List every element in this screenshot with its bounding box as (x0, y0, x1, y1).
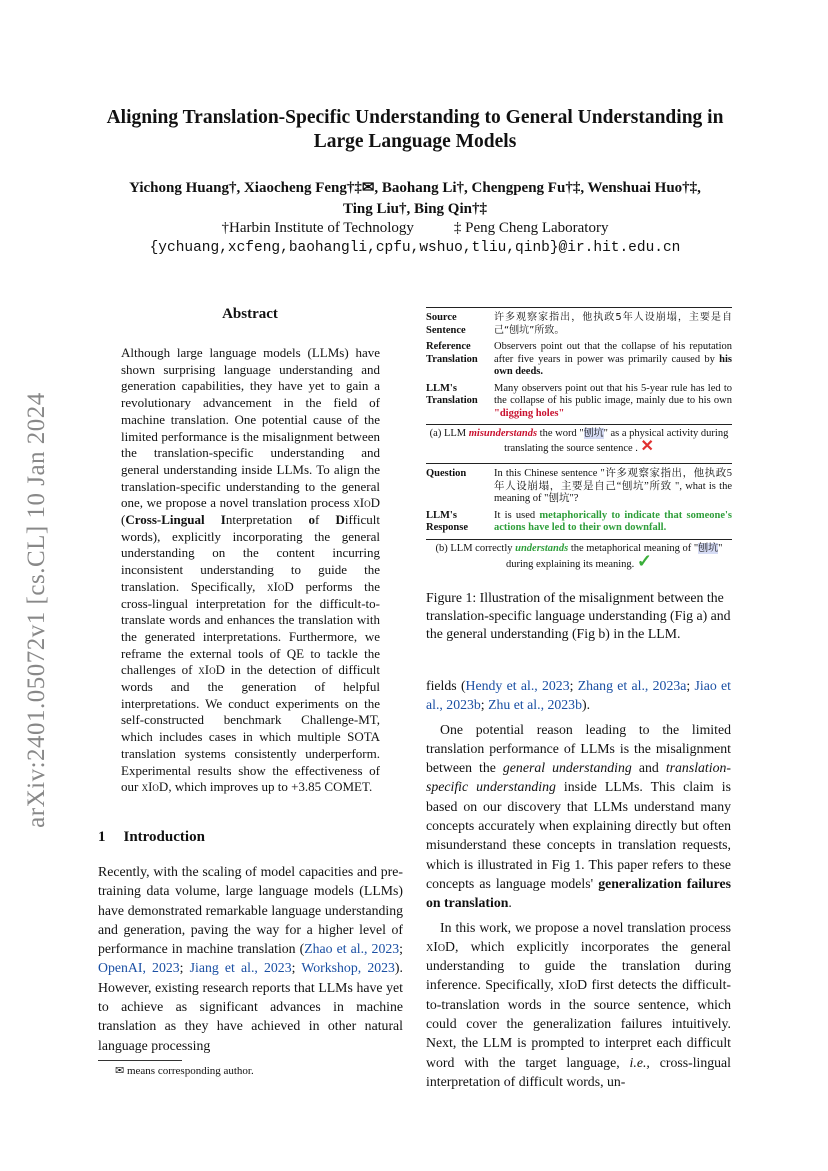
body-text: ; (179, 960, 190, 976)
caption-highlight: understands (515, 542, 569, 554)
body-text: , which explicitly incorporates the general understanding to guide the translation during inference. Specifically, (426, 938, 731, 993)
figure-1 (426, 307, 732, 576)
abstract-text: ifficult words), explicitly incorporating the general understanding on the content incurring inconsistent understanding to guide the translation. Specifically, (121, 512, 380, 594)
highlighted-error: "digging holes" (494, 407, 565, 419)
caption-text: (a) LLM (429, 428, 469, 439)
citation-link[interactable]: Workshop, 2023 (301, 960, 395, 976)
body-text: inside LLMs. This claim is based on our discovery that LLMs understand many concepts accurately when explaining directly but often misunderstand these concepts in translation requests, which is illustrated in Fig 1. This paper refers to these concepts as language models' (426, 779, 731, 891)
arxiv-id: arXiv:2401.05072v1 [cs.CL] 10 Jan 2024 (23, 392, 50, 828)
figure-a-reference-row (426, 341, 732, 379)
method-name: xIoD (198, 662, 225, 678)
acronym-bold: D (335, 512, 345, 528)
body-text: In this work, we propose a novel translation process (440, 919, 731, 935)
caption-text: the metaphorical meaning of " (568, 542, 699, 554)
emphasis-text: translation-specific understanding (426, 760, 731, 795)
figure-a-source-row (426, 312, 732, 337)
affiliation-hit: †Harbin Institute of Technology (221, 220, 414, 236)
abstract-text: ( (121, 512, 126, 528)
figure-b-top-rule (426, 463, 732, 464)
body-text: One potential reason leading to the limited translation performance of LLMs is the misalignment between the (426, 721, 731, 776)
row-label: Source Sentence (426, 312, 466, 336)
method-name: xIoD (426, 938, 456, 954)
citation-link[interactable]: Zhao et al., 2023 (304, 941, 400, 957)
title-line-2: Large Language Models (313, 131, 517, 152)
emphasis-text: i.e., (629, 1054, 650, 1070)
row-label: LLM's Translation (426, 382, 478, 406)
body-text: ). However, existing research reports that LLMs have yet to achieve as significant advances in machine translation as they have achieved in other natural language processing (98, 960, 403, 1053)
figure-text: It is used (494, 509, 540, 521)
body-text: ; (686, 678, 695, 693)
authors-line-2: Ting Liu†, Bing Qin†‡ (343, 201, 487, 217)
intro-left-column (98, 862, 403, 1055)
question-text: In this Chinese sentence "许多观察家指出，他执政5年人设崩塌，主要是自己“刨坑”所致 ", what is the meaning of "刨坑"? (494, 468, 732, 504)
cross-mark-icon: ✕ (640, 437, 654, 455)
citation-link[interactable]: Jiao et al., 2023b (426, 678, 731, 713)
body-text: cross-lingual interpretation of difficult words, un- (426, 1054, 732, 1089)
affiliation-pcl: ‡ Peng Cheng Laboratory (453, 220, 609, 236)
body-text: and (631, 760, 666, 776)
check-mark-icon: ✓ (636, 551, 653, 571)
continued-paragraph (426, 676, 731, 715)
body-text: ; (569, 678, 578, 693)
section-number: 1 (98, 829, 106, 845)
intro-paragraph (426, 918, 731, 1092)
highlighted-correct: metaphorically to indicate that someone's actions have led to their own downfall. (494, 509, 732, 533)
abstract-text: nterpretation (225, 512, 309, 528)
arxiv-stamp (14, 370, 60, 850)
affiliations (60, 218, 770, 239)
caption-text: (b) LLM correctly (435, 542, 516, 554)
method-name: xIoD (353, 495, 380, 511)
reference-translation (494, 341, 732, 379)
caption-text: the word " (537, 428, 584, 439)
acronym-bold: Cross-Lingual I (125, 512, 226, 528)
abstract-text: performs the cross-lingual interpretation for the difficult-to-translate words and enhances the translation with the generated interpretations. Furthermore, we reframe the external tools of QE to tackle the challenges of (121, 578, 380, 678)
body-text: fields ( (426, 678, 466, 693)
method-name: xIoD (267, 578, 294, 594)
body-text: first detects the difficult-to-translation words in the source sentence, which could cover the generalization failures intuitively. Next, the LLM is prompted to interpret each difficult word with the target language, (426, 977, 731, 1070)
method-name: xIoD (558, 977, 588, 993)
caption-text: " during explaining its meaning. (505, 542, 723, 570)
figure-b-response-row (426, 510, 732, 535)
row-label: Reference Translation (426, 341, 478, 365)
abstract-body (121, 345, 380, 796)
figure-top-rule (426, 307, 732, 308)
figure-bold-text: his own deeds. (494, 353, 732, 377)
citation-link[interactable]: OpenAI, 2023 (98, 960, 180, 976)
footnote-rule (98, 1060, 182, 1061)
body-text: ; (399, 941, 403, 957)
figure-b-question-row (426, 468, 732, 506)
body-text: ; (291, 960, 302, 976)
abstract-text: Although large language models (LLMs) have shown surprising language understanding and generation capabilities, they have yet to gain a revolutionary advancement in the field of machine translation. One potential cause of the limited performance is the misalignment between the translation-specific understanding and general understanding inside LLMs. To align the translation-specific understanding to the general one, we propose a novel translation process (121, 345, 380, 511)
body-text: Recently, with the scaling of model capacities and pre-training data volume, large language models (LLMs) have demonstrated remarkable language understanding and generation, paving the way for a higher level of performance in machine translation ( (98, 864, 403, 957)
body-text: ). (581, 697, 591, 713)
figure-text: Observers point out that the collapse of his reputation after five years in power was primarily caused by (494, 341, 732, 365)
section-title: Introduction (123, 829, 205, 845)
caption-text: " as a physical activity during translating the source sentence . (504, 428, 729, 454)
citation-link[interactable]: Zhang et al., 2023a (577, 678, 687, 693)
figure-text: Many observers point out that his 5-year rule has led to the collapse of his public image, mainly due to his own (494, 382, 732, 406)
section-heading (98, 829, 205, 846)
abstract-text: f (314, 512, 336, 528)
paper-title (60, 106, 770, 154)
figure-mid-rule (426, 424, 732, 425)
figure-caption: Figure 1: Illustration of the misalignment between the translation-specific language understanding (Fig a) and the general understanding (Fig b) in the LLM. (426, 590, 731, 641)
row-label: Question (426, 468, 467, 479)
intro-paragraph (98, 862, 403, 1055)
body-text: . (508, 895, 512, 911)
row-label: LLM's Response (426, 509, 469, 533)
caption-word: 刨坑 (583, 428, 604, 439)
citation-link[interactable]: Hendy et al., 2023 (465, 678, 570, 693)
intro-paragraph (426, 720, 731, 913)
emphasis-text: general understanding (502, 760, 632, 776)
method-name: xIoD (141, 779, 169, 795)
author-emails: {ychuang,xcfeng,baohangli,cpfu,wshuo,tliu,qinb}@ir.hit.edu.cn (149, 240, 681, 256)
intro-right-column (426, 676, 731, 1091)
caption-highlight: misunderstands (468, 428, 538, 439)
figure-b-caption (426, 543, 732, 572)
citation-link[interactable]: Jiang et al., 2023 (189, 960, 292, 976)
acronym-bold: o (308, 512, 315, 528)
authors-line-1: Yichong Huang†, Xiaocheng Feng†‡✉, Baohang Li†, Chengpeng Fu†‡, Wenshuai Huo†‡, (129, 180, 701, 196)
title-line-1: Aligning Translation-Specific Understanding to General Understanding in (106, 107, 724, 128)
figure-b-mid-rule (426, 539, 732, 540)
llm-response (494, 510, 732, 535)
abstract-heading: Abstract (222, 306, 278, 322)
bold-term: generalization failures on translation (426, 875, 731, 911)
abstract-text: in the detection of difficult words and the generation of helpful interpretations. We conduct experiments on the self-constructed benchmark Challenge-MT, which includes cases in which multiple SOTA translation systems consistently underperform. Experimental results show the effectiveness of our (121, 662, 380, 795)
caption-word: 刨坑 (698, 542, 719, 554)
figure-a-caption (426, 428, 732, 455)
author-list (60, 178, 770, 220)
body-text: ; (480, 697, 489, 713)
citation-link[interactable]: Zhu et al., 2023b (488, 697, 582, 713)
llm-translation (494, 383, 732, 421)
figure-a-llm-row (426, 383, 732, 421)
abstract-text: , which improves up to +3.85 COMET. (168, 779, 373, 795)
footnote: ✉ means corresponding author. (115, 1065, 254, 1077)
source-sentence: 许多观察家指出，他执政5年人设崩塌，主要是自己“刨坑”所致。 (494, 312, 732, 336)
